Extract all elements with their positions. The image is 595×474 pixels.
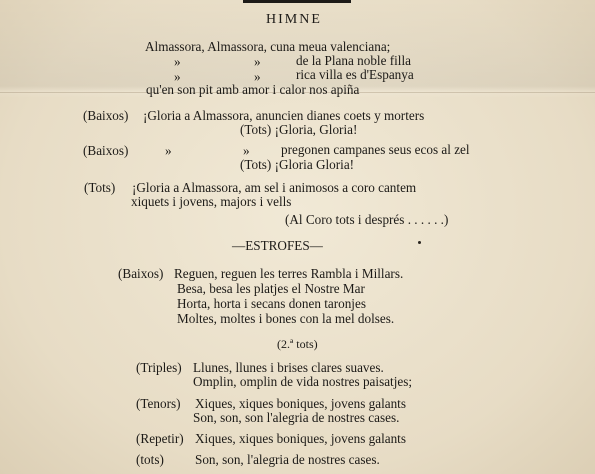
strophe-1-line-2: Besa, besa les platjes el Nostre Mar — [177, 281, 365, 296]
tots-response-2: (Tots) ¡Gloria Gloria! — [240, 157, 355, 172]
strophe-1-line-4: Moltes, moltes i bones con la mel dolses. — [177, 311, 395, 326]
title-rule — [243, 0, 351, 3]
repetir-line-1: Xiques, xiques boniques, jovens galants — [195, 431, 406, 446]
strophe-2-heading: (2.ª tots) — [277, 337, 318, 351]
tenors-line-2: Son, son, son l'alegria de nostres cases. — [193, 410, 400, 425]
chorus-line-4: qu'en son pit amb amor i calor nos apiña — [146, 82, 360, 97]
chorus-line-3: rica villa es d'Espanya — [296, 67, 414, 82]
voice-label: (Triples) — [136, 360, 182, 375]
ditto-mark: » — [243, 143, 250, 158]
voice-label: (Baixos) — [118, 266, 164, 281]
al-coro-note: (Al Coro tots i després . . . . . .) — [285, 212, 449, 227]
tenors-line-1: Xiques, xiques boniques, jovens galants — [195, 396, 406, 411]
strophe-1-line-3: Horta, horta i secans donen taronjes — [177, 296, 366, 311]
voice-label: (Repetir) — [136, 431, 184, 446]
voice-label: (Baixos) — [83, 108, 129, 123]
gloria-line-2: pregonen campanes seus ecos al zel — [281, 142, 470, 157]
estrofes-heading: —ESTROFES— — [232, 238, 323, 253]
triples-line-2: Omplin, omplin de vida nostres paisatjes; — [193, 374, 413, 389]
gloria-line-3: ¡Gloria a Almassora, am sel i animosos a coro cantem — [132, 180, 417, 195]
tots-response-1: (Tots) ¡Gloria, Gloria! — [240, 122, 358, 137]
tots-final-line: Son, son, l'alegria de nostres cases. — [195, 452, 380, 467]
voice-label: (Baixos) — [83, 143, 129, 158]
chorus-line-1: Almassora, Almassora, cuna meua valenciana; — [145, 39, 391, 54]
strophe-1-line-1: Reguen, reguen les terres Rambla i Millars. — [174, 266, 404, 281]
triples-line-1: Llunes, llunes i brises clares suaves. — [193, 360, 384, 375]
chorus-line-2: de la Plana noble filla — [296, 53, 411, 68]
ditto-mark: » — [165, 143, 172, 158]
ditto-mark: » — [254, 54, 261, 69]
voice-label: (Tots) — [84, 180, 116, 195]
gloria-line-1: ¡Gloria a Almassora, anuncien dianes coets y morters — [143, 108, 425, 123]
hymn-title: HIMNE — [266, 12, 322, 27]
gloria-line-4: xiquets i jovens, majors i vells — [131, 194, 292, 209]
ditto-mark: » — [174, 69, 181, 84]
ditto-mark: » — [174, 54, 181, 69]
voice-label: (tots) — [136, 452, 164, 467]
ditto-mark: » — [254, 69, 261, 84]
voice-label: (Tenors) — [136, 396, 181, 411]
ink-speck — [418, 241, 421, 244]
